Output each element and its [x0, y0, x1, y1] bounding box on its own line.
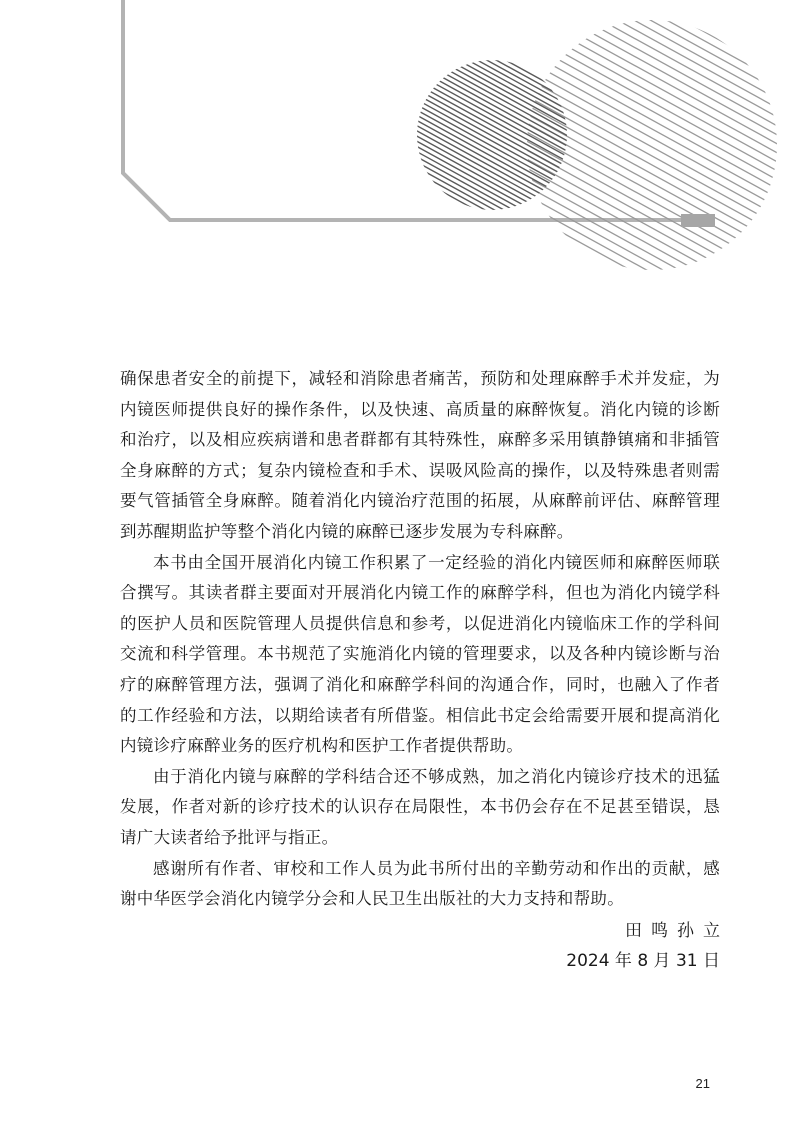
- hatch-line: [387, 36, 597, 152]
- hatch-line: [387, 94, 597, 209]
- hatch-line: [387, 21, 597, 137]
- frame-tab: [681, 214, 715, 227]
- hatch-line: [387, 68, 597, 183]
- paragraph: 本书由全国开展消化内镜工作积累了一定经验的消化内镜医师和麻醉医师联合撰写。其读者群主要面对开展消化内镜工作的麻醉学科，但也为消化内镜学科的医护人员和医院管理人员提供信息和参考，以促进消化内镜临床工作的学科间交流和科学管理。本书规范了实施消化内镜的管理要求，以及各种内镜诊断与治疗的麻醉管理方法，强调了消化和麻醉学科间的沟通合作，同时，也融入了作者的工作经验和方法，以期给读者有所借鉴。相信此书定会给需要开展和提高消化内镜诊疗麻醉业务的医疗机构和医护工作者提供帮助。: [120, 552, 720, 756]
- preface-body: [120, 364, 720, 915]
- hatch-line: [387, 166, 597, 282]
- hatch-line: [387, 0, 597, 116]
- hatch-line: [387, 218, 597, 300]
- hatch-line: [387, 26, 597, 142]
- hatch-line: [387, 0, 597, 58]
- page-number: 21: [695, 1076, 710, 1091]
- hatch-line: [477, 0, 800, 180]
- hatch-line: [477, 240, 800, 300]
- hatched-circle-large: [477, 0, 800, 300]
- hatch-line: [477, 0, 800, 9]
- hatch-line: [387, 0, 597, 69]
- hatch-line: [387, 0, 597, 90]
- hatch-line: [387, 120, 597, 235]
- hatch-line: [387, 52, 597, 168]
- hatch-line: [387, 151, 597, 267]
- hatch-line: [477, 60, 800, 253]
- hatch-line: [387, 0, 597, 79]
- hatch-line: [387, 47, 597, 163]
- hatch-line: [387, 203, 597, 300]
- hatch-line: [477, 267, 800, 300]
- hatch-line: [387, 156, 597, 271]
- signature-block: [566, 916, 729, 976]
- hatch-line: [387, 31, 597, 147]
- hatch-line: [387, 213, 597, 300]
- hatch-line: [477, 258, 800, 300]
- hatch-line: [477, 24, 800, 217]
- paragraph: 由于消化内镜与麻醉的学科结合还不够成熟，加之消化内镜诊疗技术的迅猛发展，作者对新的诊疗技术的认识存在局限性，本书仍会存在不足甚至错误，恳请广大读者给予批评与指正。: [120, 766, 720, 847]
- hatch-line: [387, 135, 597, 251]
- hatch-line: [387, 0, 597, 43]
- hatch-line: [477, 96, 800, 289]
- hatch-line: [477, 0, 800, 18]
- hatch-line: [477, 0, 800, 72]
- paragraph: 确保患者安全的前提下，减轻和消除患者痛苦，预防和处理麻醉手术并发症，为内镜医师提供良好的操作条件，以及快速、高质量的麻醉恢复。消化内镜的诊断和治疗，以及相应疾病谱和患者群都有其特殊性，麻醉多采用镇静镇痛和非插管全身麻醉的方式；复杂内镜检查和手术、误吸风险高的操作，以及特殊患者则需要气管插管全身麻醉。随着消化内镜治疗范围的拓展，从麻醉前评估、麻醉管理到苏醒期监护等整个消化内镜的麻醉已逐步发展为专科麻醉。: [120, 369, 720, 541]
- hatch-line: [387, 62, 597, 178]
- frame-line: [123, 0, 700, 220]
- hatch-line: [387, 0, 597, 95]
- hatch-line: [477, 0, 800, 54]
- hatch-line: [387, 16, 597, 131]
- hatch-line: [387, 130, 597, 246]
- hatch-line: [477, 0, 800, 36]
- hatch-line: [477, 285, 800, 300]
- hatch-line: [477, 222, 800, 300]
- hatch-line: [387, 57, 597, 173]
- hatch-line: [387, 198, 597, 300]
- hatch-line: [387, 0, 597, 48]
- hatch-line: [477, 150, 800, 300]
- hatch-line: [387, 0, 597, 53]
- hatch-line: [387, 0, 597, 100]
- hatch-line: [477, 87, 800, 280]
- hatch-line: [477, 114, 800, 300]
- hatch-line: [387, 99, 597, 215]
- hatch-line: [387, 114, 597, 230]
- hatch-line: [387, 88, 597, 204]
- hatch-line: [387, 125, 597, 241]
- hatch-line: [387, 83, 597, 199]
- paragraph: 感谢所有作者、审校和工作人员为此书所付出的辛勤劳动和作出的贡献，感谢中华医学会消化内镜学分会和人民卫生出版社的大力支持和帮助。: [120, 858, 720, 909]
- hatched-circle-small: [387, 0, 597, 300]
- hatch-line: [477, 15, 800, 208]
- hatch-line: [387, 182, 597, 297]
- hatch-line: [477, 168, 800, 300]
- hatch-line: [477, 276, 800, 300]
- author-names: 田鸣孙立: [625, 921, 729, 941]
- header-decoration: [0, 0, 800, 300]
- hatch-line: [477, 294, 800, 300]
- signature-date: 2024 年 8 月 31 日: [566, 951, 720, 971]
- hatch-line: [387, 0, 597, 64]
- hatch-line: [477, 51, 800, 244]
